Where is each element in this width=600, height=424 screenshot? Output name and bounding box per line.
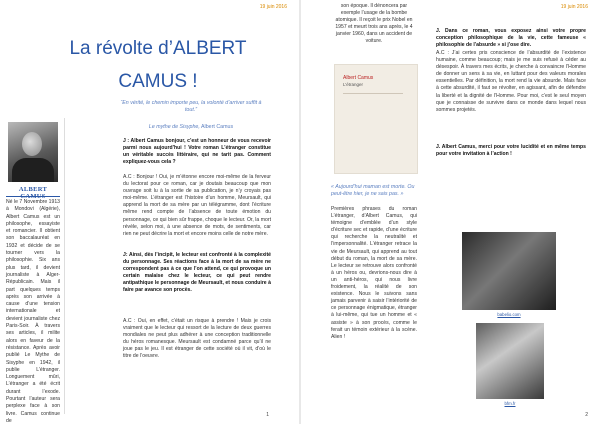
page-1: [0, 0, 299, 424]
interview-question-4: J. Albert Camus, merci pour votre lucidité et en même temps pour votre invitation à l’action !: [436, 144, 586, 158]
page-date: 19 juin 2016: [560, 4, 588, 10]
title-line-2: CAMUS !: [118, 71, 198, 92]
interview-question-3: J. Dans ce roman, vous exposez ainsi votre propre conception philosophique de la vie, cette fameuse « philosophie de l’absurde » si j’ose dire.: [436, 28, 586, 49]
book-cover-image: [334, 64, 418, 174]
author-photo-1: [462, 232, 556, 310]
portrait-face: [22, 132, 42, 156]
author-photo-2: [476, 323, 544, 399]
novel-summary: Premières phrases du roman L’étranger, d’Albert Camus, qui témoigne d’emblée d’un style d’écriture sec et rapide, d’une écriture qui recherche la neutralité et l’impersonnalité. L’étranger retrace la vie de Meursault, qui apprend au tout début du roman, la mort de sa mère. Le lecteur se retrouve alors confronté à un héros ou, devrions-nous dire à un anti-héros, qui nous livre froidement, la réalité de son existence. Nous le suivons sans jamais parvenir à saisir l’intériorité de ce personnage énigmatique, étranger à lui-même, qui tue un homme et « assiste » à son procès, comme le ferait un témoin extérieur à la scène. Alien !: [331, 206, 417, 340]
interview-question-1: J : Albert Camus bonjour, c’est un honneur de vous recevoir parmi nous aujourd’hui ! Votre roman L’étranger constitue un véritable succès littéraire, qui ne tarit pas. Comment expliquez-vous cela ?: [123, 138, 271, 166]
book-cover-title: L’étranger: [343, 82, 364, 87]
photo-1-caption[interactable]: babelio.com: [497, 312, 521, 317]
book-cover-author: Albert Camus: [343, 75, 374, 81]
epigraph-author: Albert Camus: [201, 124, 234, 130]
epigraph-source: [120, 124, 262, 130]
page-date: 19 juin 2016: [259, 4, 287, 10]
page-title: [58, 32, 258, 98]
page-2: [301, 0, 600, 424]
sidebar-rule: [6, 196, 60, 197]
interview-question-2: J: Ainsi, dès l’incipit, le lecteur est confronté à la complexité du personnage. Ses réactions face à la mort de sa mère ne correspondent pas à ce que l’on attend, ce qui provoque un certain malaise chez le lecteur, ce qui peut rendre antipathique le personnage de Meursault, et nous conduire à faire par avance son procès.: [123, 252, 271, 294]
interview-answer-1: A.C : Bonjour ! Oui, je m’étonne encore moi-même de la ferveur du lectorat pour ce roman, car je doutais beaucoup que mon ouvrage soit lu à la sortie de sa publication, je n’y croyais pas moi-même. L’étranger est l’histoire d’un homme, Meursault, qui apprend la mort de sa mère par un télégramme, dont l’écriture même rend compte de l’absence de toute émotion du personnage, ce qui bien sûr frappe, choque le lecteur. Or, la mort révèle, selon moi, à une absence de mots, de sentiments, car rien ne peut décrire la mort et encore moins celle de notre mère.: [123, 174, 271, 237]
sidebar-title: ALBERT: [18, 186, 48, 193]
interview-answer-2: A.C : Oui, en effet, c’était un risque à prendre ! Mais je crois vraiment que le lecteur qui ressort de la lecture de deux guerres mondiales ne peut plus adhérer à une conception traditionnelle du héros romanesque. Meursault est condamné parce qu’il ne joue pas le jeu. Il est étranger de cette société où il vit, d’où le titre de l’oeuvre.: [123, 318, 271, 360]
biography-continued: son époque. Il dénoncera par exemple l’usage de la bombe atomique. Il reçoit le prix Nobel en 1957 et meurt trois ans après, le 4 janvier 1960, dans un accident de voiture.: [335, 3, 413, 45]
photo-2-caption[interactable]: bfm.fr: [504, 401, 516, 406]
interview-answer-3: A.C : J’ai certes pris conscience de l’absurdité de l’existence humaine, comme beaucoup; mais je me suis refusé à céder au désespoir. À travers mes écrits, je cherche à convaincre l’Homme de donner un sens à sa vie, en luttant pour des valeurs morales essentielles. Par définition, la mort rend la vie absurde. Mais face à cette absurdité, il faut se révolter, en agissant, afin de défendre la liberté et la dignité de l’Homme. Pour moi, c’est le seul moyen que je connaisse de survivre dans ce monde dans lequel nous sommes projetés.: [436, 50, 586, 113]
epigraph-quote: “En vérité, le chemin importe peu, la volonté d’arriver suffit à tout.”: [120, 100, 262, 113]
sidebar-biography: Né le 7 Novembre 1913 à Mondovi (Algérie), Albert Camus est un philosophe, essayiste et romancier. Il obtient son baccalauréat en 1932 et décide de se tourner vers la philosophie. Six ans plus tard, il devient journaliste à Alger-Républicain. Mais il part quelques temps après son arrivée à cause d’une tension internationale et devient journaliste chez Paris-Soir. À travers ses articles, il milite alors en faveur de la résistance. Après avoir publié Le Mythe de Sisyphe en 1942, il publie L’étranger. Longuement mûri, L’étranger a été écrit durant l’exode. Pourtant l’auteur sera perplexe face à son livre. Camus continue de: [6, 199, 60, 424]
page-number: 2: [585, 412, 588, 418]
page-number: 1: [266, 412, 269, 418]
epigraph-book: Le mythe de Sisyphe,: [148, 124, 200, 130]
sidebar-separator: [64, 118, 65, 414]
portrait-coat: [12, 158, 54, 182]
author-portrait: [8, 122, 58, 182]
title-line-1: La révolte d’ALBERT: [69, 38, 247, 59]
book-cover-rule: [343, 93, 403, 94]
incipit-quote: « Aujourd’hui maman est morte. Ou peut-être hier, je ne sais pas. »: [331, 184, 415, 197]
